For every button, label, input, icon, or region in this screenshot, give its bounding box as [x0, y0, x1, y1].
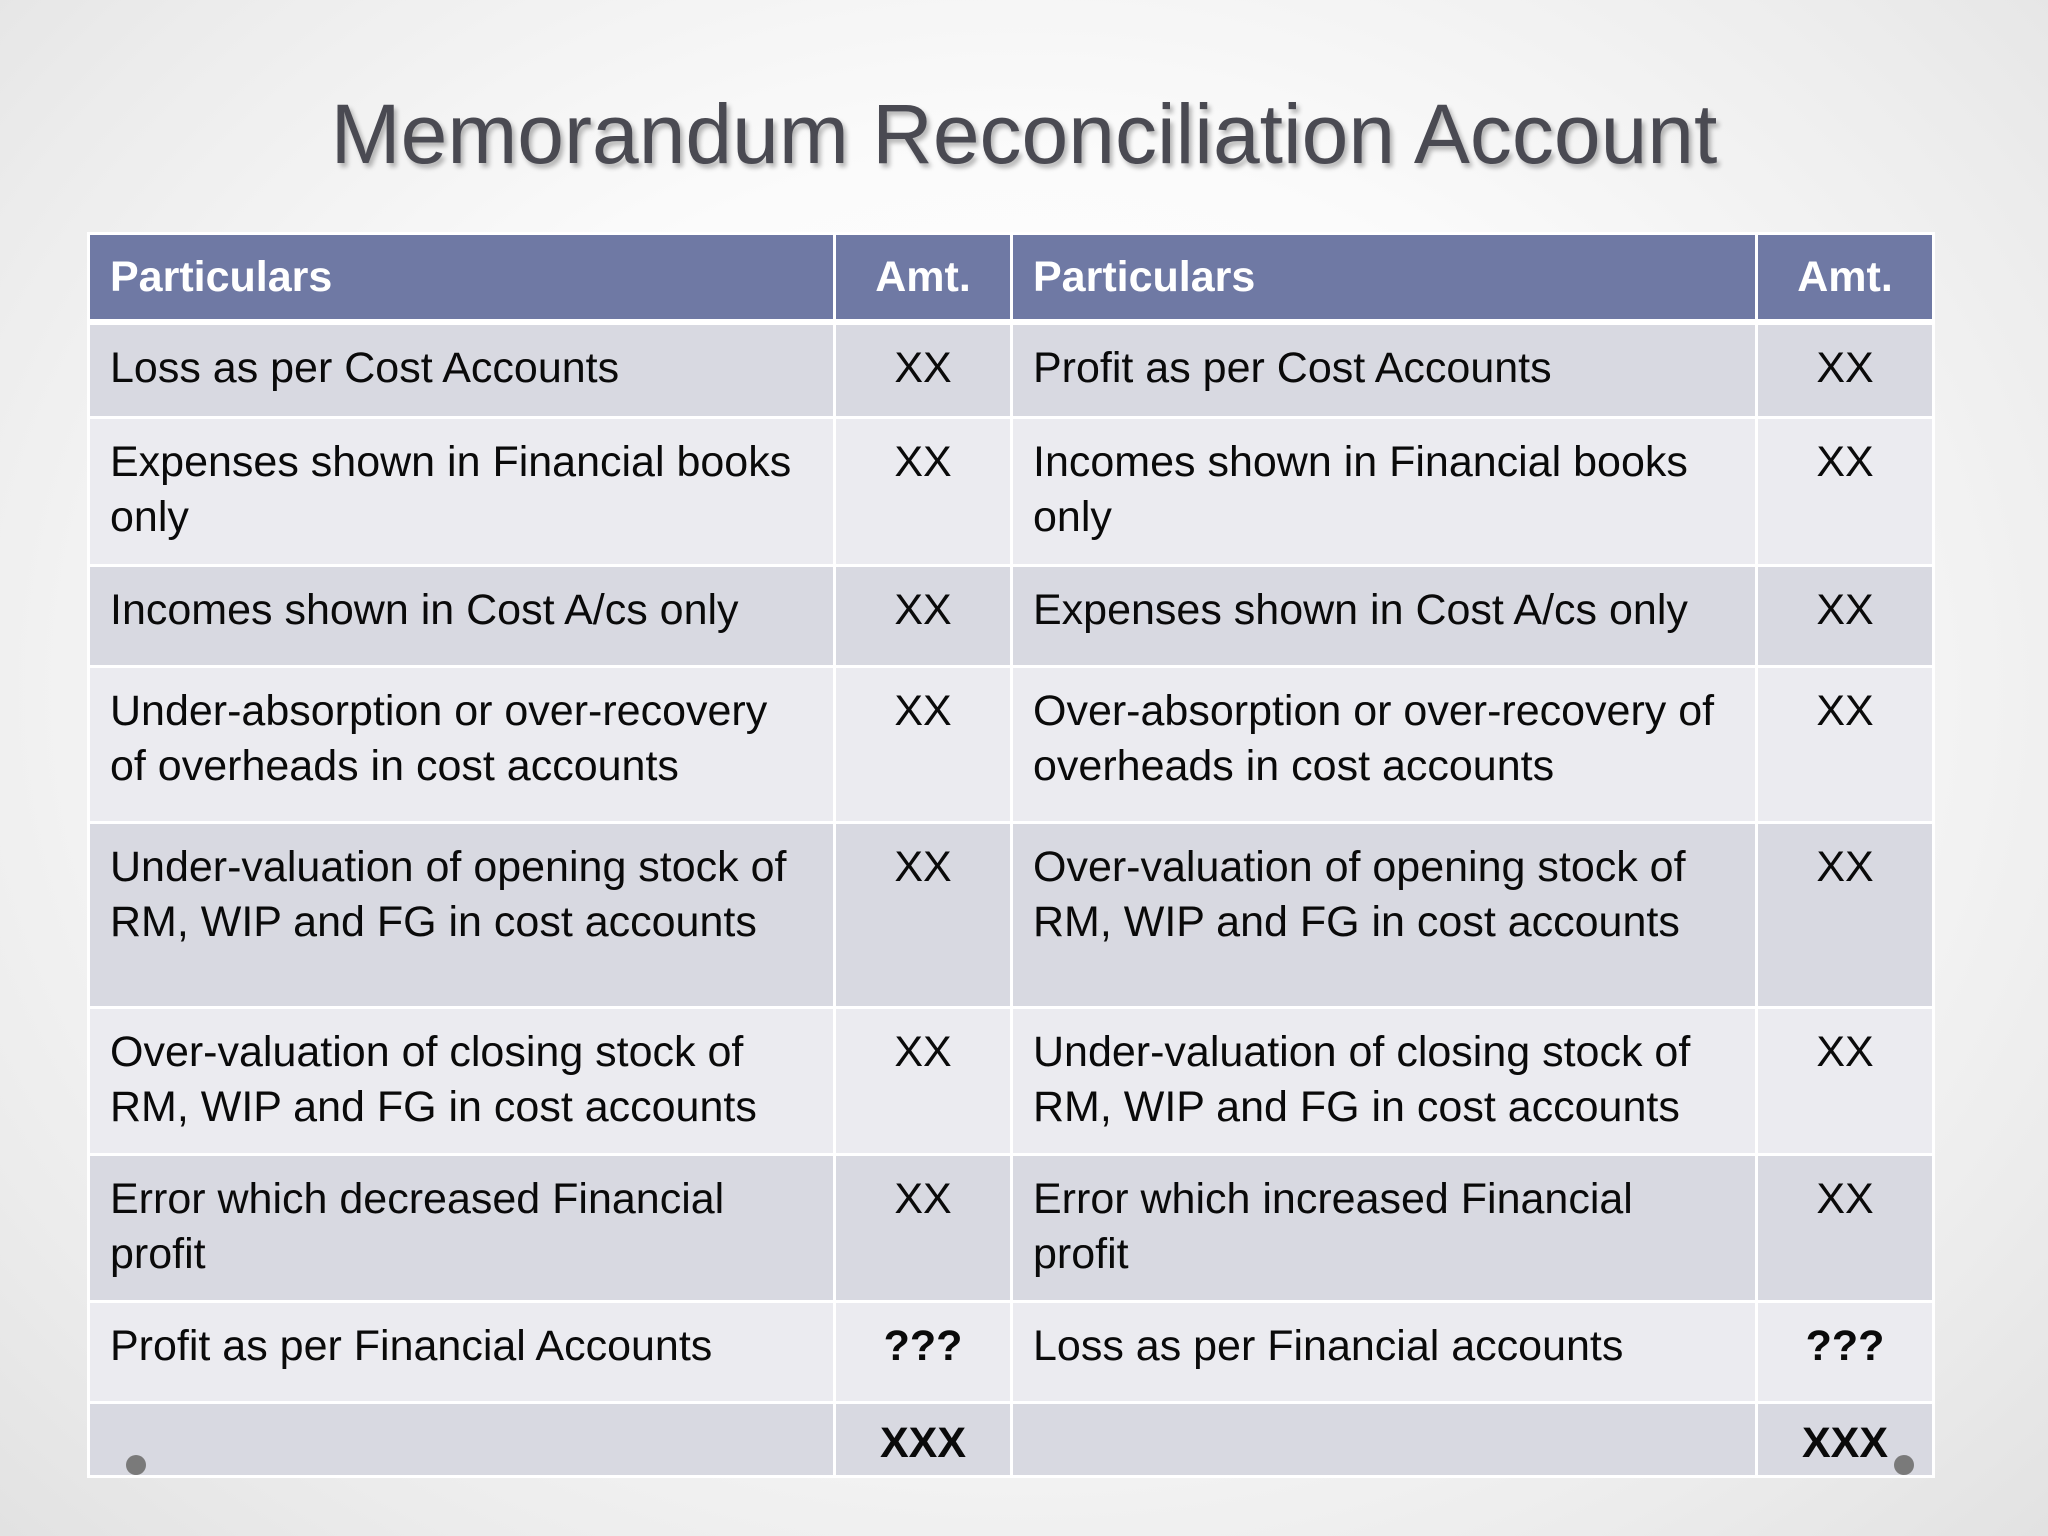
table-row [89, 1155, 1934, 1302]
debit-particular: Expenses shown in Financial books only [89, 418, 835, 566]
credit-particular: Error which increased Financial profit [1012, 1155, 1757, 1302]
slide-title: Memorandum Reconciliation Account [330, 87, 1718, 181]
debit-amount: XX [835, 418, 1012, 566]
debit-amount: XX [835, 667, 1012, 823]
table-total-row [89, 1403, 1934, 1477]
reconciliation-table [87, 232, 1935, 1478]
header-particulars-debit: Particulars [89, 234, 835, 323]
reconciliation-table-container [87, 232, 1932, 1478]
credit-particular: Expenses shown in Cost A/cs only [1012, 566, 1757, 667]
debit-total: XXX [835, 1403, 1012, 1477]
debit-amount: XX [835, 823, 1012, 1008]
credit-particular: Profit as per Cost Accounts [1012, 322, 1757, 418]
credit-amount: XX [1757, 322, 1934, 418]
credit-amount: XX [1757, 1008, 1934, 1155]
credit-particular: Over-absorption or over-recovery of overheads in cost accounts [1012, 667, 1757, 823]
credit-amount: ??? [1757, 1302, 1934, 1403]
debit-amount: XX [835, 322, 1012, 418]
credit-particular: Incomes shown in Financial books only [1012, 418, 1757, 566]
header-particulars-credit: Particulars [1012, 234, 1757, 323]
debit-particular: Over-valuation of closing stock of RM, WIP and FG in cost accounts [89, 1008, 835, 1155]
debit-amount: XX [835, 1155, 1012, 1302]
table-row [89, 566, 1934, 667]
debit-particular: Loss as per Cost Accounts [89, 322, 835, 418]
debit-particular: Incomes shown in Cost A/cs only [89, 566, 835, 667]
slide-decoration-dot-left [126, 1455, 146, 1475]
credit-particular: Under-valuation of closing stock of RM, WIP and FG in cost accounts [1012, 1008, 1757, 1155]
credit-particular: Loss as per Financial accounts [1012, 1302, 1757, 1403]
header-amount-debit: Amt. [835, 234, 1012, 323]
debit-particular [89, 1403, 835, 1477]
table-row [89, 1302, 1934, 1403]
credit-amount: XX [1757, 823, 1934, 1008]
credit-particular [1012, 1403, 1757, 1477]
credit-amount: XX [1757, 418, 1934, 566]
credit-particular: Over-valuation of opening stock of RM, WIP and FG in cost accounts [1012, 823, 1757, 1008]
table-row [89, 418, 1934, 566]
table-header-row [89, 234, 1934, 323]
debit-particular: Under-absorption or over-recovery of overheads in cost accounts [89, 667, 835, 823]
table-row [89, 322, 1934, 418]
table-row [89, 1008, 1934, 1155]
debit-amount: XX [835, 566, 1012, 667]
debit-particular: Error which decreased Financial profit [89, 1155, 835, 1302]
table-row [89, 823, 1934, 1008]
header-amount-credit: Amt. [1757, 234, 1934, 323]
slide-decoration-dot-right [1894, 1455, 1914, 1475]
credit-total: XXX [1757, 1403, 1934, 1477]
debit-particular: Profit as per Financial Accounts [89, 1302, 835, 1403]
debit-amount: ??? [835, 1302, 1012, 1403]
credit-amount: XX [1757, 566, 1934, 667]
debit-amount: XX [835, 1008, 1012, 1155]
credit-amount: XX [1757, 667, 1934, 823]
credit-amount: XX [1757, 1155, 1934, 1302]
table-row [89, 667, 1934, 823]
debit-particular: Under-valuation of opening stock of RM, WIP and FG in cost accounts [89, 823, 835, 1008]
